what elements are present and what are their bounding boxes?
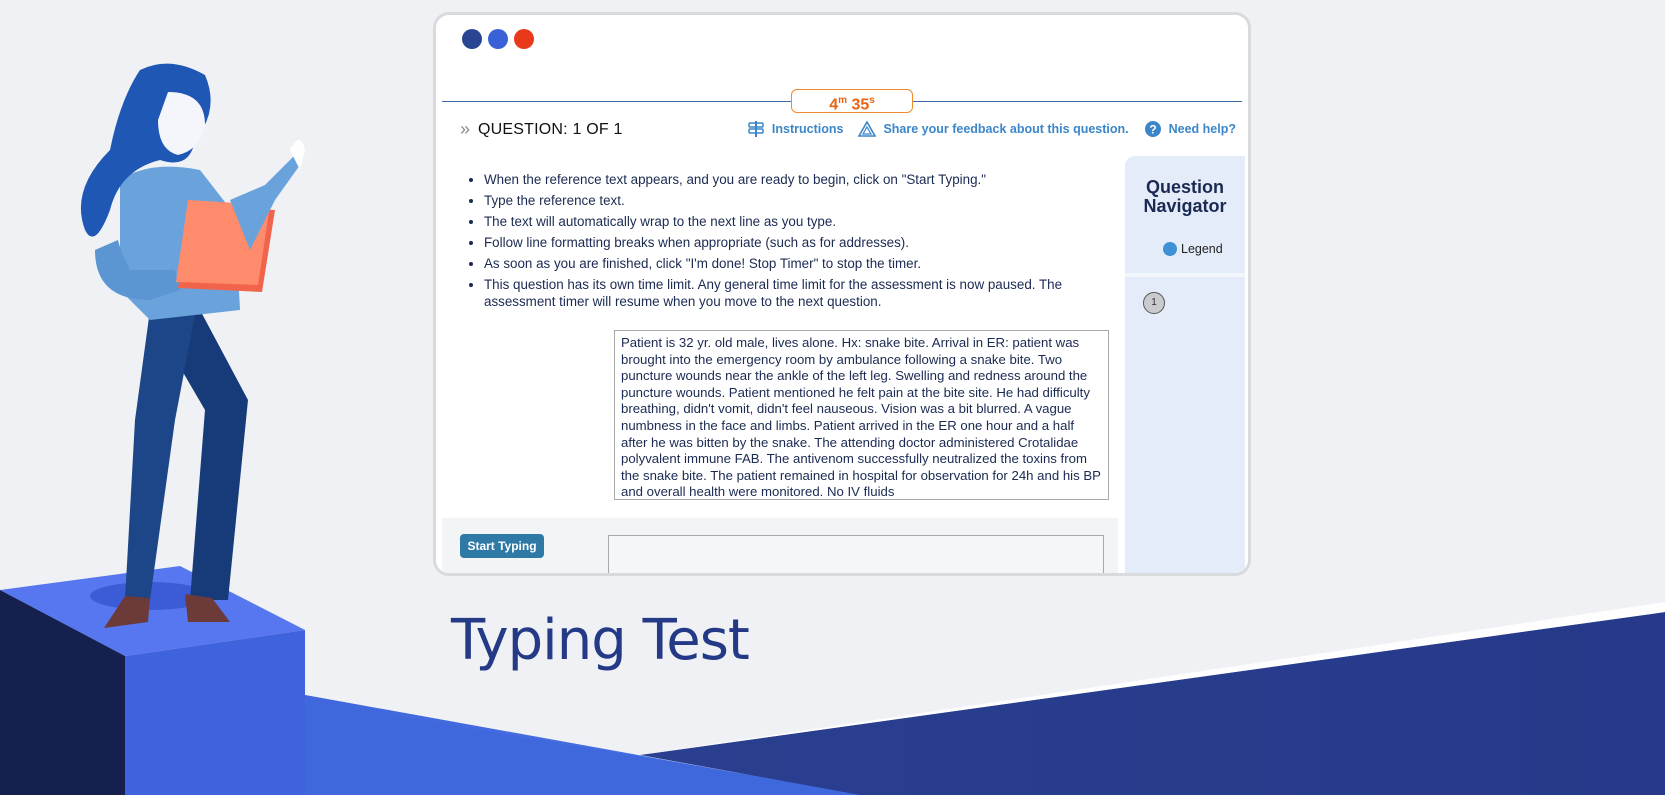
- legend-label: Legend: [1181, 242, 1223, 256]
- chevron-double-right-icon[interactable]: »: [460, 119, 471, 139]
- window-dot-3[interactable]: [514, 29, 534, 49]
- instruction-list: [464, 171, 1084, 314]
- list-item: • When the reference text appears, and you are ready to begin, click on "Start Typing.": [484, 171, 1084, 188]
- navigator-title: Question Navigator: [1143, 177, 1227, 216]
- help-link[interactable]: [1143, 119, 1236, 139]
- assessment-window: [433, 12, 1251, 576]
- help-icon: [1143, 119, 1163, 139]
- question-label: QUESTION: 1 OF 1: [478, 120, 623, 138]
- typing-bar: [442, 518, 1118, 576]
- navigator-question-1[interactable]: 1: [1143, 292, 1165, 314]
- help-label: Need help?: [1168, 122, 1236, 136]
- legend-toggle[interactable]: [1163, 242, 1223, 256]
- reference-text-box[interactable]: Patient is 32 yr. old male, lives alone. Hx: snake bite. Arrival in ER: patient was brought into the emergency room by ambulance following a snake bite. Two puncture wounds near the ankle of the left leg. Swelling and redness around the puncture wounds. Patient mentioned he felt pain at the bite site. He had difficulty breathing, didn't vomit, didn't feel nauseous. Vision was a bit blurred. A vague numbness in the face and limbs. Patient arrived in the ER one hour and a half after he was bitten by the snake. The attending doctor administered Crotalidae polyvalent immune FAB. The antivenom successfully neutralized the toxins from the snake bite. The patient remained in hospital for observation for 24h and his BP and overall health were monitored. No IV fluids: [614, 330, 1109, 500]
- person-illustration: [0, 0, 320, 795]
- list-item: • The text will automatically wrap to the next line as you type.: [484, 213, 1084, 230]
- list-item: • Type the reference text.: [484, 192, 1084, 209]
- list-item: • This question has its own time limit. Any general time limit for the assessment is now paused. The assessment timer will resume when you move to the next question.: [484, 276, 1084, 310]
- warning-triangle-icon: [857, 119, 877, 139]
- question-timer: 4$^m$ 35$^s$: [791, 89, 913, 113]
- window-dot-2[interactable]: [488, 29, 508, 49]
- svg-text:?: ?: [1148, 122, 1157, 137]
- list-item: • As soon as you are finished, click "I'm done! Stop Timer" to stop the timer.: [484, 255, 1084, 272]
- instructions-label: Instructions: [771, 122, 844, 136]
- page-title: Typing Test: [451, 608, 749, 673]
- question-navigator: [1125, 156, 1245, 576]
- question-toolbar: [746, 119, 1236, 139]
- window-controls: [462, 29, 534, 49]
- feedback-link[interactable]: [857, 119, 1128, 139]
- typing-input[interactable]: [608, 535, 1104, 576]
- navigator-header: [1125, 156, 1245, 277]
- question-header: [460, 119, 623, 140]
- feedback-label: Share your feedback about this question.: [883, 122, 1129, 136]
- legend-icon: [1163, 242, 1177, 256]
- start-typing-button[interactable]: Start Typing: [460, 534, 544, 558]
- signpost-icon: [746, 119, 766, 139]
- window-dot-1[interactable]: [462, 29, 482, 49]
- instructions-link[interactable]: [746, 119, 844, 139]
- list-item: • Follow line formatting breaks when appropriate (such as for addresses).: [484, 234, 1084, 251]
